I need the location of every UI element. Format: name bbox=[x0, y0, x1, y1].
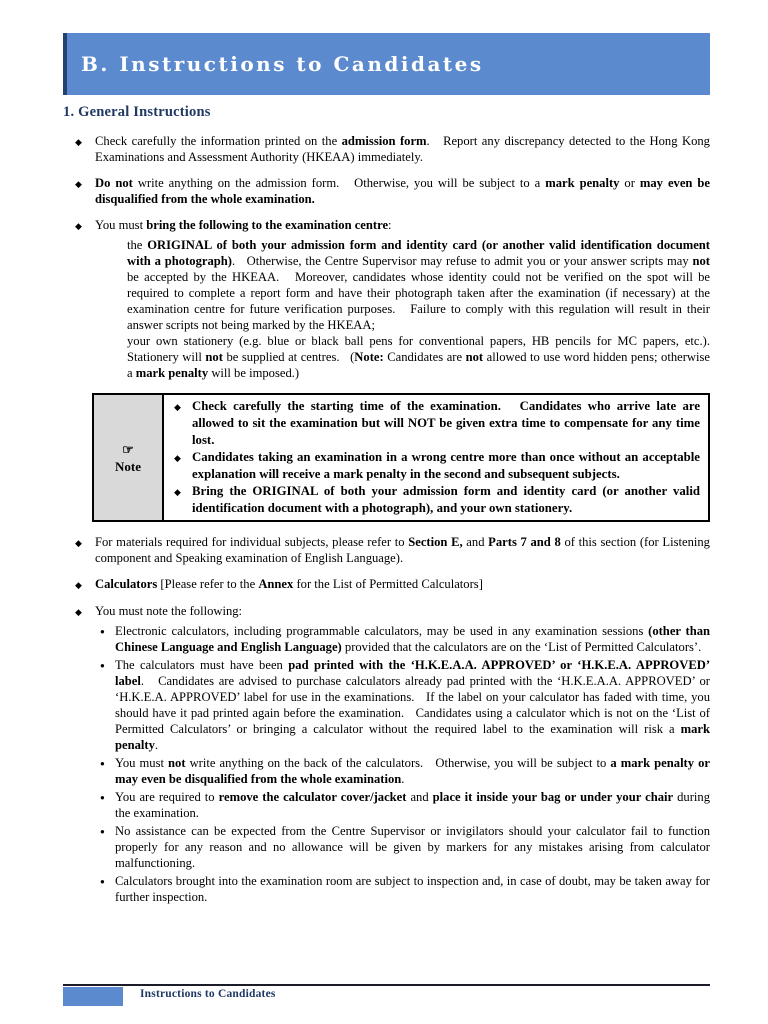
circle-bullet-icon: ● bbox=[100, 759, 105, 768]
paragraph-text: Electronic calculators, including programmable calculators, may be used in any examination sessions (other than Chinese Language and English Language) provided that the calculators are on the ‘List of Permitted Calculators’. bbox=[115, 624, 714, 654]
page-content bbox=[63, 104, 720, 907]
paragraph-text: You are required to remove the calculator cover/jacket and place it inside your bag or under your chair during the examination. bbox=[115, 790, 714, 820]
paragraph-text: Do not write anything on the admission form. Otherwise, you will be subject to a mark penalty or may even be disqualified from the whole examination. bbox=[95, 176, 714, 206]
circle-bullet-icon: ● bbox=[100, 793, 105, 802]
diamond-bullet-icon: ◆ bbox=[174, 453, 181, 463]
indented-paragraph bbox=[127, 237, 714, 333]
diamond-bullet-icon: ◆ bbox=[75, 179, 82, 189]
bullet-item bbox=[63, 133, 714, 165]
footer-title: Instructions to Candidates bbox=[140, 988, 276, 1000]
sub-bullet-item bbox=[100, 789, 714, 821]
circle-bullet-icon: ● bbox=[100, 877, 105, 886]
diamond-bullet-icon: ◆ bbox=[174, 402, 181, 412]
paragraph-text: Calculators brought into the examination room are subject to inspection and, in case of doubt, may be taken away for further inspection. bbox=[115, 874, 714, 904]
paragraph-text: your own stationery (e.g. blue or black ball pens for conventional papers, HB pencils for MC papers, etc.). Stationery will not be supplied at centres. (Note: Candidates are not allowed to use word hidden pens; otherwise a mark penalty will be imposed.) bbox=[127, 334, 720, 380]
paragraph-text: the ORIGINAL of both your admission form and identity card (or another valid identification document with a photograph). Otherwise, the Centre Supervisor may refuse to admit you or your answer scripts may not be accepted by the HKEAA. Moreover, candidates whose identity could not be verified on the spot will be required to complete a report form and have their photograph taken after the examination (if necessary) at the examination centre for future verification purposes. Failure to comply with this regulation will result in their answer scripts not being marked by the HKEAA; bbox=[127, 238, 714, 332]
paragraph-text: Calculators [Please refer to the Annex for the List of Permitted Calculators] bbox=[95, 577, 483, 591]
diamond-bullet-icon: ◆ bbox=[75, 580, 82, 590]
paragraph-text: Check carefully the information printed on the admission form. Report any discrepancy detected to the Hong Kong Examinations and Assessment Authority (HKEAA) immediately. bbox=[95, 134, 714, 164]
bullet-item bbox=[63, 534, 714, 566]
footer-rule bbox=[63, 984, 710, 986]
bullet-item bbox=[63, 603, 710, 620]
section-heading: 1. General Instructions bbox=[63, 104, 211, 120]
note-bullet-item bbox=[168, 449, 704, 483]
bullet-item bbox=[63, 217, 710, 234]
sub-bullet-item bbox=[100, 657, 714, 753]
circle-bullet-icon: ● bbox=[100, 627, 105, 636]
bullet-item bbox=[63, 175, 714, 207]
bullet-item bbox=[63, 576, 710, 593]
sub-bullet-item bbox=[100, 623, 714, 655]
footer-accent-block bbox=[63, 987, 123, 1006]
paragraph-text: You must bring the following to the examination centre: bbox=[95, 218, 392, 232]
paragraph-text: For materials required for individual subjects, please refer to Section E, and Parts 7 and 8 of this section (for Listening component and Speaking examination of English Language). bbox=[95, 535, 714, 565]
indented-paragraph bbox=[127, 333, 720, 381]
circle-bullet-icon: ● bbox=[100, 661, 105, 670]
diamond-bullet-icon: ◆ bbox=[75, 538, 82, 548]
instructions-list bbox=[63, 133, 720, 905]
sub-bullet-item bbox=[100, 755, 714, 787]
note-box-label-cell bbox=[94, 395, 164, 520]
note-bullet-item bbox=[168, 483, 704, 517]
paragraph-text: Candidates taking an examination in a wrong centre more than once without an acceptable explanation will receive a mark penalty in the second and subsequent subjects. bbox=[192, 450, 704, 481]
diamond-bullet-icon: ◆ bbox=[75, 137, 82, 147]
circle-bullet-icon: ● bbox=[100, 827, 105, 836]
paragraph-text: The calculators must have been pad printed with the ‘H.K.E.A.A. APPROVED’ or ‘H.K.E.A. APPROVED’ label. Candidates are advised to purchase calculators already pad printed with the ‘H.K.E.A.A. APPROVED’ or ‘H.K.E.A. APPROVED’ label for use in the examinations. If the label on your calculator has faded with time, you should have it pad printed again before the examination. Candidates using a calculator which is not on the ‘List of Permitted Calculators’ or bringing a calculator without the required label to the examination will risk a mark penalty. bbox=[115, 658, 714, 752]
paragraph-text: No assistance can be expected from the Centre Supervisor or invigilators should your calculator fail to function properly for any reason and no allowance will be given by markers for any mistakes arising from calculator malfunctioning. bbox=[115, 824, 714, 870]
sub-bullet-item bbox=[100, 873, 714, 905]
paragraph-text: You must not write anything on the back of the calculators. Otherwise, you will be subject to a mark penalty or may even be disqualified from the whole examination. bbox=[115, 756, 714, 786]
note-label: Note bbox=[115, 458, 141, 474]
section-title-bar bbox=[63, 33, 710, 95]
note-box bbox=[92, 393, 710, 522]
paragraph-text: You must note the following: bbox=[95, 604, 243, 618]
note-box-items bbox=[164, 395, 708, 520]
pointing-hand-icon: ☞ bbox=[122, 441, 134, 457]
paragraph-text: Bring the ORIGINAL of both your admission form and identity card (or another valid identification document with a photograph), and your own stationery. bbox=[192, 484, 704, 515]
page-title: B. Instructions to Candidates bbox=[81, 52, 484, 76]
note-bullet-item bbox=[168, 398, 704, 449]
diamond-bullet-icon: ◆ bbox=[75, 221, 82, 231]
paragraph-text: Check carefully the starting time of the examination. Candidates who arrive late are allowed to sit the examination but will NOT be given extra time to compensate for any time lost. bbox=[192, 399, 704, 447]
sub-bullet-item bbox=[100, 823, 714, 871]
diamond-bullet-icon: ◆ bbox=[174, 487, 181, 497]
diamond-bullet-icon: ◆ bbox=[75, 607, 82, 617]
